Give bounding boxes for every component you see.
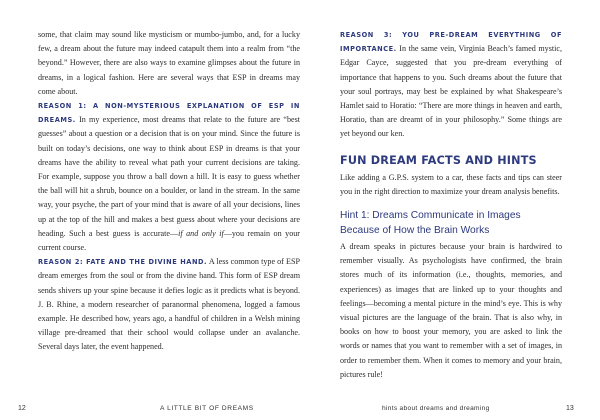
section-intro: Like adding a G.P.S. system to a car, these facts and tips can steer you in the right direction to maximize your dream analysis benefits. [340,172,562,196]
reason-1-paragraph [38,99,300,255]
hint-1-title-line-1: Hint 1: Dreams Communicate in Images [340,210,521,222]
hint-1-title [340,209,562,238]
hint-1-body: A dream speaks in pictures because your brain is hardwired to remember visually. As psychologists have confirmed, the brain stores much of its information (i.e., thoughts, memories, and experiences) as images that are linked up to your thoughts and feelings—becoming a mental picture in the mind’s eye. This is why visual pictures are the language of the brain. That is also why, in books on how to boost your memory, you are asked to link the words or names that you want to remember with a set of images, in order to remember them. When it comes to memory and your brain, pictures rule! [340,242,562,379]
reason-2-body: A less common type of ESP dream emerges from the soul or from the divine hand. This form of ESP dream sends shivers up your spine because it defies logic as it predicts what is beyond. J. B. Rhine, a modern researcher of paranormal phenomena, logged a famous example. He described how, years ago, a handful of children in a Welsh mining village pre-dreamed that their school would collapse under an avalanche. Several days later, the event happened. [38,257,301,352]
intro-paragraph [38,28,300,99]
reason-1-heading: REASON 1: A NON-MYSTERIOUS EXPLANATION OF ESP IN DREAMS. [38,102,300,125]
reason-1-italic: if and only if [178,228,224,238]
left-page-number: 12 [18,405,26,412]
hint-1-title-line-2: Because of How the Brain Works [340,224,490,236]
right-page [340,28,562,382]
reason-1-tail: —you remain on your current course. [38,228,300,253]
reason-3-heading: REASON 3: YOU PRE-DREAM EVERYTHING OF IMPORTANCE. [340,31,562,54]
intro-text: some, that claim may sound like mysticism or mumbo-jumbo, and, for a lucky few, a dream about the future may indeed catapult them into a realm from “the beyond.” However, there are also ways to examine glimpses about the future in dreams, in a logical fashion. Here are several ways that ESP in dreams may come about. [38,30,300,96]
section-title: FUN DREAM FACTS AND HINTS [340,153,537,167]
reason-1-body: In my experience, most dreams that relate to the future are “best guesses” about a question or a decision that is on your mind. Since the future is built on today’s decisions, one way to think about ESP in dreams is that your dreams have the ability to reveal what path your current decisions are taking. For example, suppose you throw a ball down a hill. It is easy to guess whether the ball will hit a shrub, bounce on a boulder, or land in the stream. In the same way, your psyche, the part of your mind that is aware of all your decisions, lines up at the top of the hill and makes a best guess about where your decisions are heading. Such a best guess is accurate— [38,115,300,238]
left-page [38,28,300,355]
right-running-title: hints about dreams and dreaming [382,405,490,412]
reason-3-paragraph [340,28,562,142]
right-page-number: 13 [566,405,574,412]
reason-2-heading: REASON 2: FATE AND THE DIVINE HAND. [38,258,208,267]
reason-2-paragraph [38,255,300,354]
reason-3-body: In the same vein, Virginia Beach’s famed mystic, Edgar Cayce, suggested that you pre-dream everything of importance that happens to you. Such dreams about the future that your soul portrays, may best be explained by what Shakespeare’s Hamlet said to Horatio: “There are more things in heaven and earth, Horatio, than are dreamt of in your philosophy.” Some things are yet beyond our ken. [340,44,562,139]
left-running-title: A LITTLE BIT OF DREAMS [160,405,254,412]
